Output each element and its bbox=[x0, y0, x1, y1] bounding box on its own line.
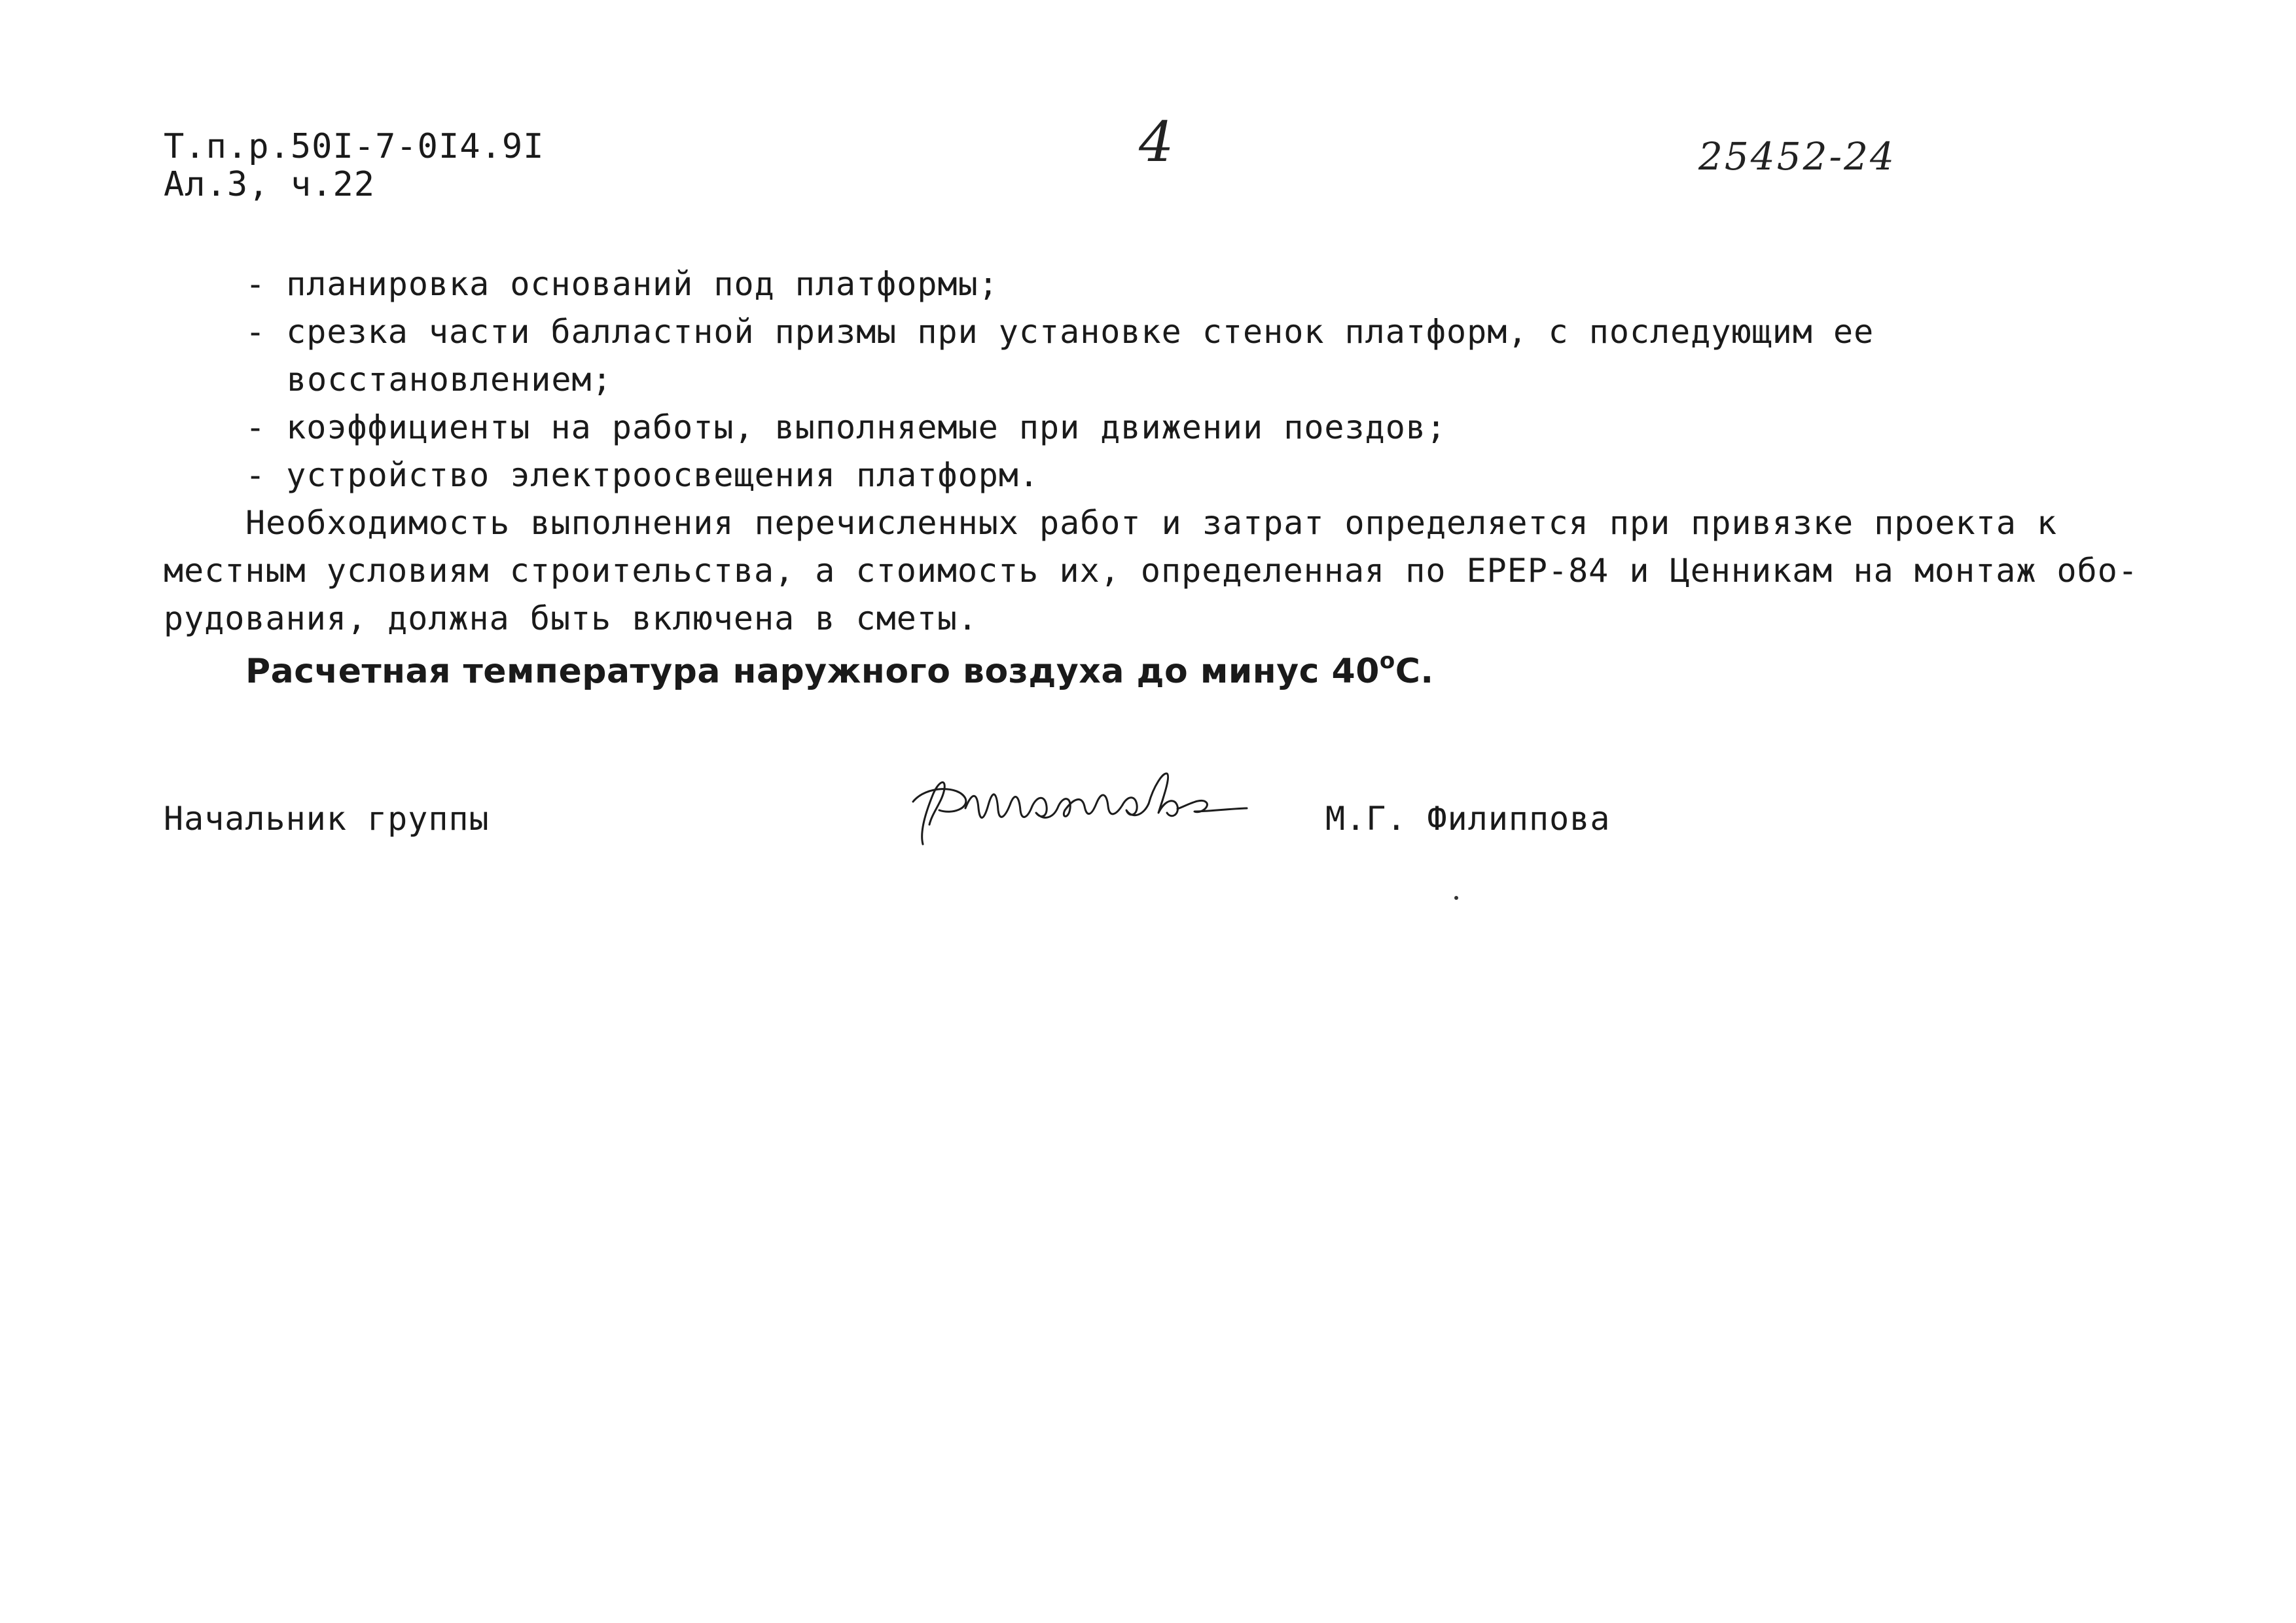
album-part: Ал.3, ч.22 bbox=[164, 165, 376, 204]
signatory-name: М.Г. Филиппова bbox=[1325, 800, 1611, 838]
ink-dot bbox=[1454, 896, 1458, 900]
paragraph-line: местным условиям строительства, а стоимость их, определенная по ЕРЕР-84 и Ценникам на монтаж обо- bbox=[164, 552, 2138, 590]
inventory-number: 25452-24 bbox=[1698, 134, 1896, 179]
temperature-note bbox=[164, 648, 2160, 696]
handwritten-signature bbox=[906, 759, 1253, 851]
paragraph-line: рудования, должна быть включена в сметы. bbox=[164, 599, 978, 637]
list-item: - планировка оснований под платформы; bbox=[245, 265, 999, 303]
document-body bbox=[164, 260, 2160, 696]
page-number: 4 bbox=[1139, 110, 1174, 174]
list-item: - коэффициенты на работы, выполняемые при движении поездов; bbox=[245, 408, 1447, 446]
temperature-text: Расчетная температура наружного воздуха до минус 40 bbox=[245, 652, 1380, 691]
list-item: - срезка части балластной призмы при установке стенок платформ, с последующим ее bbox=[245, 313, 1874, 351]
reference-code: Т.п.р.50I-7-0I4.9I bbox=[164, 127, 545, 166]
paragraph-line: Необходимость выполнения перечисленных работ и затрат определяется при привязке проекта к bbox=[245, 504, 2058, 542]
temperature-unit: С. bbox=[1395, 652, 1434, 691]
degree-symbol: о bbox=[1379, 648, 1395, 674]
signatory-position: Начальник группы bbox=[164, 800, 490, 838]
document-reference bbox=[164, 128, 545, 204]
list-item: - устройство электроосвещения платформ. bbox=[245, 456, 1039, 494]
list-item-continuation: восстановлением; bbox=[287, 361, 613, 399]
